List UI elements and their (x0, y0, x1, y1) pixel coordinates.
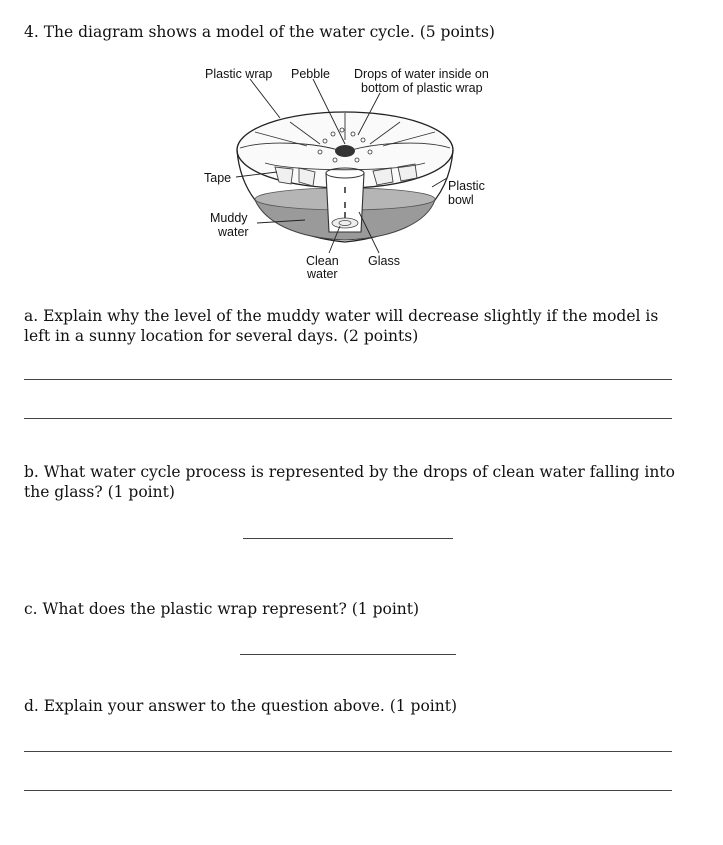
part-d-question: d. Explain your answer to the question above. (1 point) (24, 697, 458, 715)
label-tape: Tape (204, 171, 232, 185)
label-pebble: Pebble (291, 67, 330, 81)
answer-line-b[interactable] (243, 538, 453, 539)
label-clean-water-line2: water (307, 267, 338, 281)
part-c-question: c. What does the plastic wrap represent? (1 point) (24, 600, 420, 618)
question-title: 4. The diagram shows a model of the water cycle. (5 points) (24, 23, 495, 41)
label-drops-line1: Drops of water inside on (354, 67, 489, 81)
label-muddy-water-line2: water (218, 225, 249, 239)
label-plastic-bowl-line1: Plastic (448, 179, 485, 193)
label-muddy-water-line1: Muddy (210, 211, 248, 225)
label-plastic-bowl-line2: bowl (448, 193, 474, 207)
part-a-question: a. Explain why the level of the muddy water will decrease slightly if the model is left in a sunny location for several days. (2 points) (24, 307, 659, 345)
label-plastic-wrap: Plastic wrap (205, 67, 273, 81)
label-clean-water-line1: Clean (306, 254, 339, 268)
pebble (335, 145, 355, 157)
label-drops-line2: bottom of plastic wrap (361, 81, 483, 95)
answer-line-a2[interactable] (24, 418, 672, 419)
water-cycle-diagram (195, 60, 515, 290)
part-b-question: b. What water cycle process is represented by the drops of clean water falling into the glass? (1 point) (24, 463, 675, 501)
glass (326, 168, 364, 232)
label-glass: Glass (368, 254, 400, 268)
answer-line-d1[interactable] (24, 751, 672, 752)
answer-line-c[interactable] (240, 654, 456, 655)
answer-line-d2[interactable] (24, 790, 672, 791)
answer-line-a1[interactable] (24, 379, 672, 380)
